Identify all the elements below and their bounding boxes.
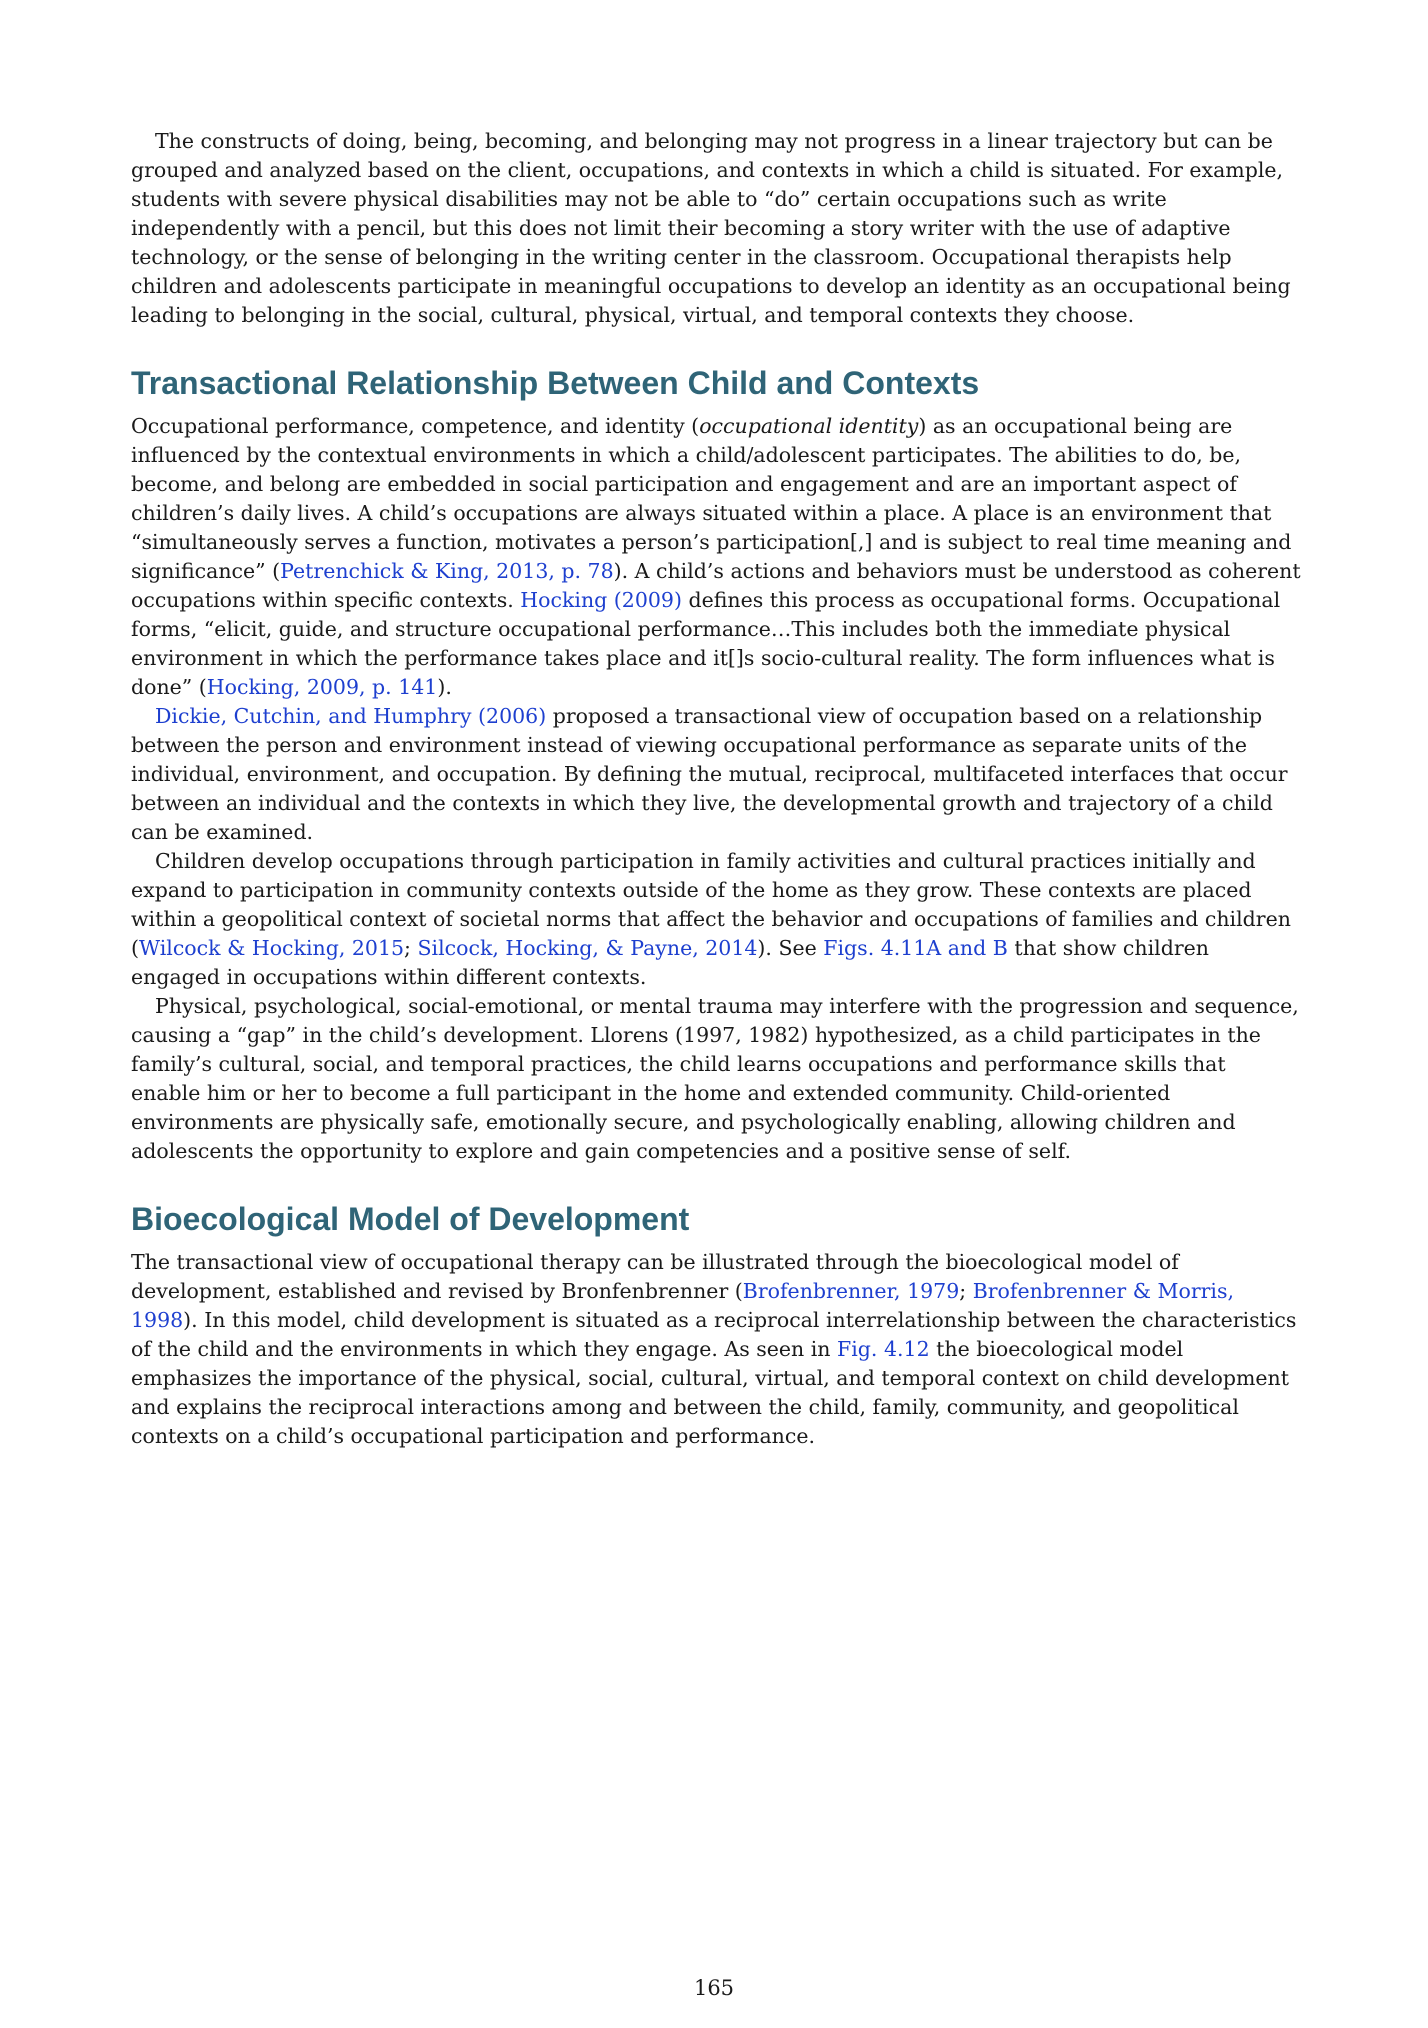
text-run: ). A child’s actions and behaviors must be understood as coherent occupations within specific contexts.: [131, 559, 1301, 612]
text-run: ) as an occupational being are influenced by the contextual environments in which a child/adolescent participates. The abilities to do, be, become, and belong are embedded in social participation and engagement and are an important aspect of children’s daily lives. A child’s occupations are always situated within a place. A place is an environment that “simultaneously serves a function, motivates a person’s participation[,] and is subject to real time meaning and significance” (: [131, 414, 1292, 583]
text-run: ;: [404, 936, 418, 960]
transactional-paragraph-1: [131, 412, 1301, 702]
text-run: that show children engaged in occupations within different contexts.: [131, 936, 1209, 989]
figure-link[interactable]: Fig. 4.12: [837, 1337, 930, 1361]
citation-link[interactable]: Wilcock & Hocking, 2015: [139, 936, 405, 960]
citation-link[interactable]: Silcock, Hocking, & Payne, 2014: [417, 936, 758, 960]
transactional-paragraph-3: [131, 847, 1301, 992]
text-run: The transactional view of occupational therapy can be illustrated through the bioecological model of development, established and revised by Bronfenbrenner (: [131, 1250, 1179, 1303]
section-heading-bioecological: Bioecological Model of Development: [131, 1201, 690, 1237]
page-number: 165: [693, 1976, 735, 2000]
text-run: defines this process as occupational forms. Occupational forms, “elicit, guide, and structure occupational performance…This includes both the immediate physical environment in which the performance takes place and it[]s socio-cultural reality. The form influences what is done” (: [131, 588, 1281, 699]
figure-link[interactable]: Figs. 4.11A and B: [823, 936, 1008, 960]
text-run: ). In this model, child development is situated as a reciprocal interrelationship between the characteristics of the child and the environments in which they engage. As seen in: [131, 1308, 1297, 1361]
bioecological-paragraph-1: [131, 1248, 1301, 1451]
citation-link[interactable]: Hocking, 2009, p. 141: [206, 675, 438, 699]
citation-link[interactable]: Brofenbrenner & Morris, 1998: [131, 1279, 1235, 1332]
citation-link[interactable]: Brofenbrenner, 1979: [742, 1279, 960, 1303]
page-content: [131, 127, 1301, 1451]
text-run: proposed a transactional view of occupation based on a relationship between the person and environment instead of viewing occupational performance as separate units of the individual, environment, and occupation. By defining the mutual, reciprocal, multifaceted interfaces that occur between an individual and the contexts in which they live, the developmental growth and trajectory of a child can be examined.: [131, 704, 1288, 844]
section-heading-transactional: Transactional Relationship Between Child and Contexts: [131, 365, 980, 401]
transactional-paragraph-2: [131, 702, 1301, 847]
text-run: ).: [437, 675, 452, 699]
citation-link[interactable]: Petrenchick & King, 2013, p. 78: [280, 559, 614, 583]
transactional-paragraph-4: Physical, psychological, social-emotional, or mental trauma may interfere with the progression and sequence, causing a “gap” in the child’s development. Llorens (1997, 1982) hypothesized, as a child participates in the family’s cultural, social, and temporal practices, the child learns occupations and performance skills that enable him or her to become a full participant in the home and extended community. Child-oriented environments are physically safe, emotionally secure, and psychologically enabling, allowing children and adolescents the opportunity to explore and gain competencies and a positive sense of self.: [131, 994, 1299, 1163]
text-run: ;: [959, 1279, 973, 1303]
intro-paragraph: The constructs of doing, being, becoming, and belonging may not progress in a linear trajectory but can be grouped and analyzed based on the client, occupations, and contexts in which a child is situated. For example, students with severe physical disabilities may not be able to “do” certain occupations such as write independently with a pencil, but this does not limit their becoming a story writer with the use of adaptive technology, or the sense of belonging in the writing center in the classroom. Occupational therapists help children and adolescents participate in meaningful occupations to develop an identity as an occupational being leading to belonging in the social, cultural, physical, virtual, and temporal contexts they choose.: [131, 129, 1291, 327]
citation-link[interactable]: Hocking (2009): [520, 588, 682, 612]
text-run: ). See: [757, 936, 824, 960]
text-run: Children develop occupations through participation in family activities and cultural practices initially and expand to participation in community contexts outside of the home as they grow. These contexts are placed within a geopolitical context of societal norms that affect the behavior and occupations of families and children (: [131, 849, 1291, 960]
text-run: Occupational performance, competence, and identity (: [131, 414, 700, 438]
italic-term: occupational identity: [699, 414, 919, 438]
citation-link[interactable]: Dickie, Cutchin, and Humphry (2006): [155, 704, 547, 728]
text-run: the bioecological model emphasizes the importance of the physical, social, cultural, virtual, and temporal context on child development and explains the reciprocal interactions among and between the child, family, community, and geopolitical contexts on a child’s occupational participation and performance.: [131, 1337, 1289, 1448]
